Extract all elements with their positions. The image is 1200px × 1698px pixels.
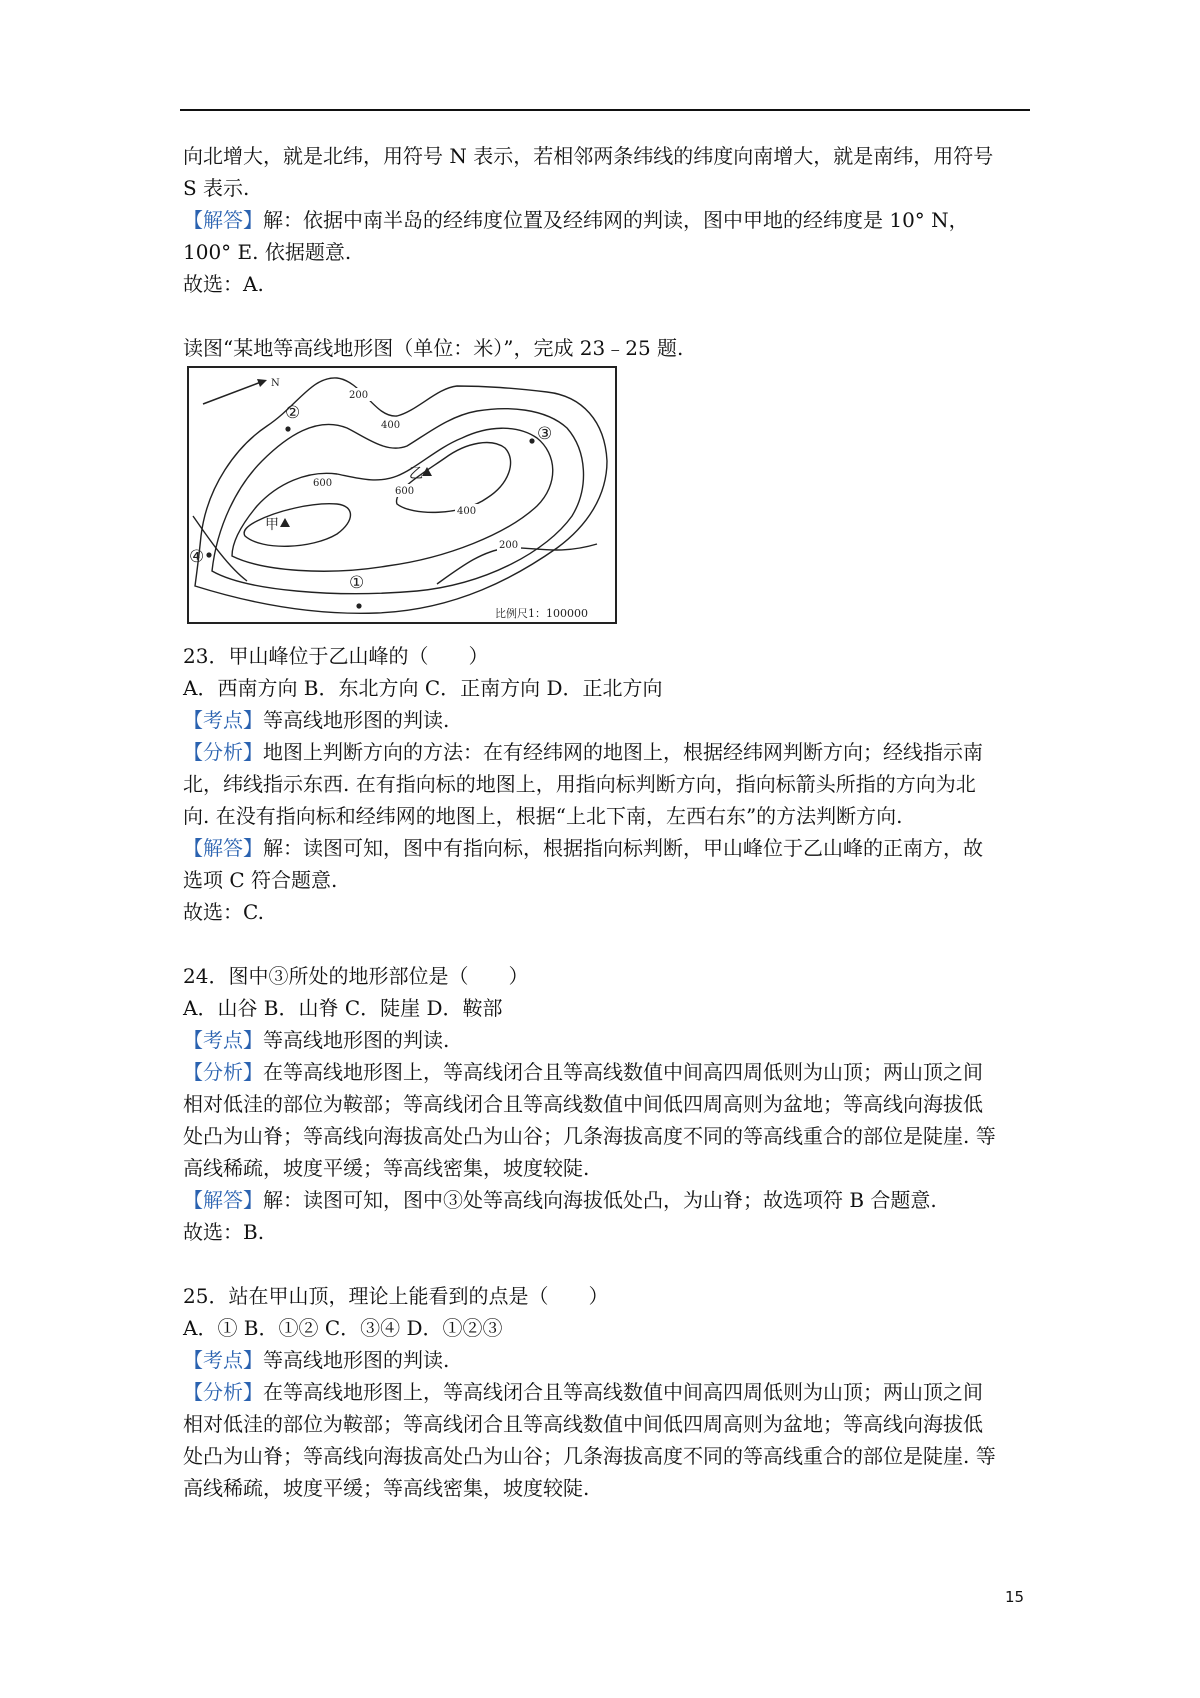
q23-jieda-line-1	[183, 832, 1033, 864]
contour-label-400-top: 400	[381, 420, 401, 431]
point-4-label: ④	[189, 547, 205, 567]
contour-label-600-right: 600	[395, 486, 415, 497]
intro-line-1: 向北增大，就是北纬，用符号 N 表示，若相邻两条纬线的纬度向南增大，就是南纬，用符号	[183, 144, 994, 168]
jieda-tag: 【解答】	[183, 1188, 263, 1212]
q25-fenxi-line-4: 高线稀疏，坡度平缓；等高线密集，坡度较陡.	[183, 1476, 590, 1500]
point-1-label: ①	[349, 573, 365, 593]
kaodian-text: 等高线地形图的判读.	[263, 1348, 450, 1372]
read-prompt: 读图“某地等高线地形图（单位：米）”，完成 23﹣25 题.	[183, 336, 684, 360]
q25-options: A．① B．①② C．③④ D．①②③	[183, 1316, 503, 1340]
contour-map	[187, 366, 617, 624]
jieda-text: 解：读图可知，图中③处等高线向海拔低处凸，为山脊；故选项符 B 合题意.	[263, 1188, 937, 1212]
answer-text: 解：依据中南半岛的经纬度位置及经纬网的判读，图中甲地的经纬度是 10° N，	[263, 208, 969, 232]
document-body	[183, 140, 1033, 1504]
q23-fenxi-line-2: 北，纬线指示东西. 在有指向标的地图上，用指向标判断方向，指向标箭头所指的方向为北	[183, 772, 976, 796]
q24-options: A．山谷 B．山脊 C．陡崖 D．鞍部	[183, 996, 503, 1020]
kaodian-tag: 【考点】	[183, 708, 263, 732]
q24-fenxi-line-1	[183, 1056, 1033, 1088]
jieda-text: 解：读图可知，图中有指向标，根据指向标判断，甲山峰位于乙山峰的正南方，故	[263, 836, 983, 860]
contour-map-figure	[187, 366, 617, 624]
kaodian-text: 等高线地形图的判读.	[263, 1028, 450, 1052]
q23-kaodian	[183, 704, 1033, 736]
q24-choice: 故选：B.	[183, 1220, 265, 1244]
fenxi-text: 在等高线地形图上，等高线闭合且等高线数值中间高四周低则为山顶；两山顶之间	[263, 1380, 983, 1404]
contour-label-200-bottom: 200	[499, 540, 519, 551]
fenxi-tag: 【分析】	[183, 1060, 263, 1084]
contour-label-400-bottom: 400	[457, 506, 477, 517]
q24-fenxi-line-2: 相对低洼的部位为鞍部；等高线闭合且等高线数值中间低四周高则为盆地；等高线向海拔低	[183, 1092, 983, 1116]
q25-kaodian	[183, 1344, 1033, 1376]
contour-label-200-top: 200	[349, 390, 369, 401]
answer-tag: 【解答】	[183, 208, 263, 232]
fenxi-text: 地图上判断方向的方法：在有经纬网的地图上，根据经纬网判断方向；经线指示南	[263, 740, 983, 764]
point-3-label: ③	[537, 424, 553, 444]
intro-line-2: S 表示.	[183, 176, 250, 200]
q23-fenxi-line-3: 向. 在没有指向标和经纬网的地图上，根据“上北下南，左西右东”的方法判断方向.	[183, 804, 903, 828]
q24-kaodian	[183, 1024, 1033, 1056]
intro-choice: 故选：A.	[183, 272, 264, 296]
q23-options: A．西南方向 B．东北方向 C．正南方向 D．正北方向	[183, 676, 663, 700]
intro-answer-line-2: 100° E. 依据题意.	[183, 240, 352, 264]
map-scale: 比例尺1：100000	[495, 607, 588, 620]
q24-fenxi-line-3: 处凸为山脊；等高线向海拔高处凸为山谷；几条海拔高度不同的等高线重合的部位是陡崖. 等	[183, 1124, 996, 1148]
q23-choice: 故选：C.	[183, 900, 264, 924]
fenxi-tag: 【分析】	[183, 740, 263, 764]
peak-jia-label: 甲	[265, 517, 279, 533]
q25-question: 25．站在甲山顶，理论上能看到的点是（ ）	[183, 1284, 609, 1308]
kaodian-text: 等高线地形图的判读.	[263, 708, 450, 732]
q23-fenxi-line-1	[183, 736, 1033, 768]
q25-fenxi-line-2: 相对低洼的部位为鞍部；等高线闭合且等高线数值中间低四周高则为盆地；等高线向海拔低	[183, 1412, 983, 1436]
kaodian-tag: 【考点】	[183, 1028, 263, 1052]
kaodian-tag: 【考点】	[183, 1348, 263, 1372]
fenxi-tag: 【分析】	[183, 1380, 263, 1404]
q25-fenxi-line-3: 处凸为山脊；等高线向海拔高处凸为山谷；几条海拔高度不同的等高线重合的部位是陡崖. 等	[183, 1444, 996, 1468]
intro-answer-line-1	[183, 204, 1033, 236]
fenxi-text: 在等高线地形图上，等高线闭合且等高线数值中间高四周低则为山顶；两山顶之间	[263, 1060, 983, 1084]
q23-question: 23．甲山峰位于乙山峰的（ ）	[183, 644, 489, 668]
north-label: N	[271, 378, 280, 389]
q24-jieda-line-1	[183, 1184, 1033, 1216]
jieda-tag: 【解答】	[183, 836, 263, 860]
q23-jieda-line-2: 选项 C 符合题意.	[183, 868, 338, 892]
q24-question: 24．图中③所处的地形部位是（ ）	[183, 964, 529, 988]
peak-yi-label: 乙	[409, 466, 423, 482]
q24-fenxi-line-4: 高线稀疏，坡度平缓；等高线密集，坡度较陡.	[183, 1156, 590, 1180]
q25-fenxi-line-1	[183, 1376, 1033, 1408]
contour-label-600-left: 600	[313, 478, 333, 489]
header-rule	[180, 109, 1030, 111]
point-2-label: ②	[285, 403, 301, 423]
page-number: 15	[1005, 1588, 1025, 1606]
